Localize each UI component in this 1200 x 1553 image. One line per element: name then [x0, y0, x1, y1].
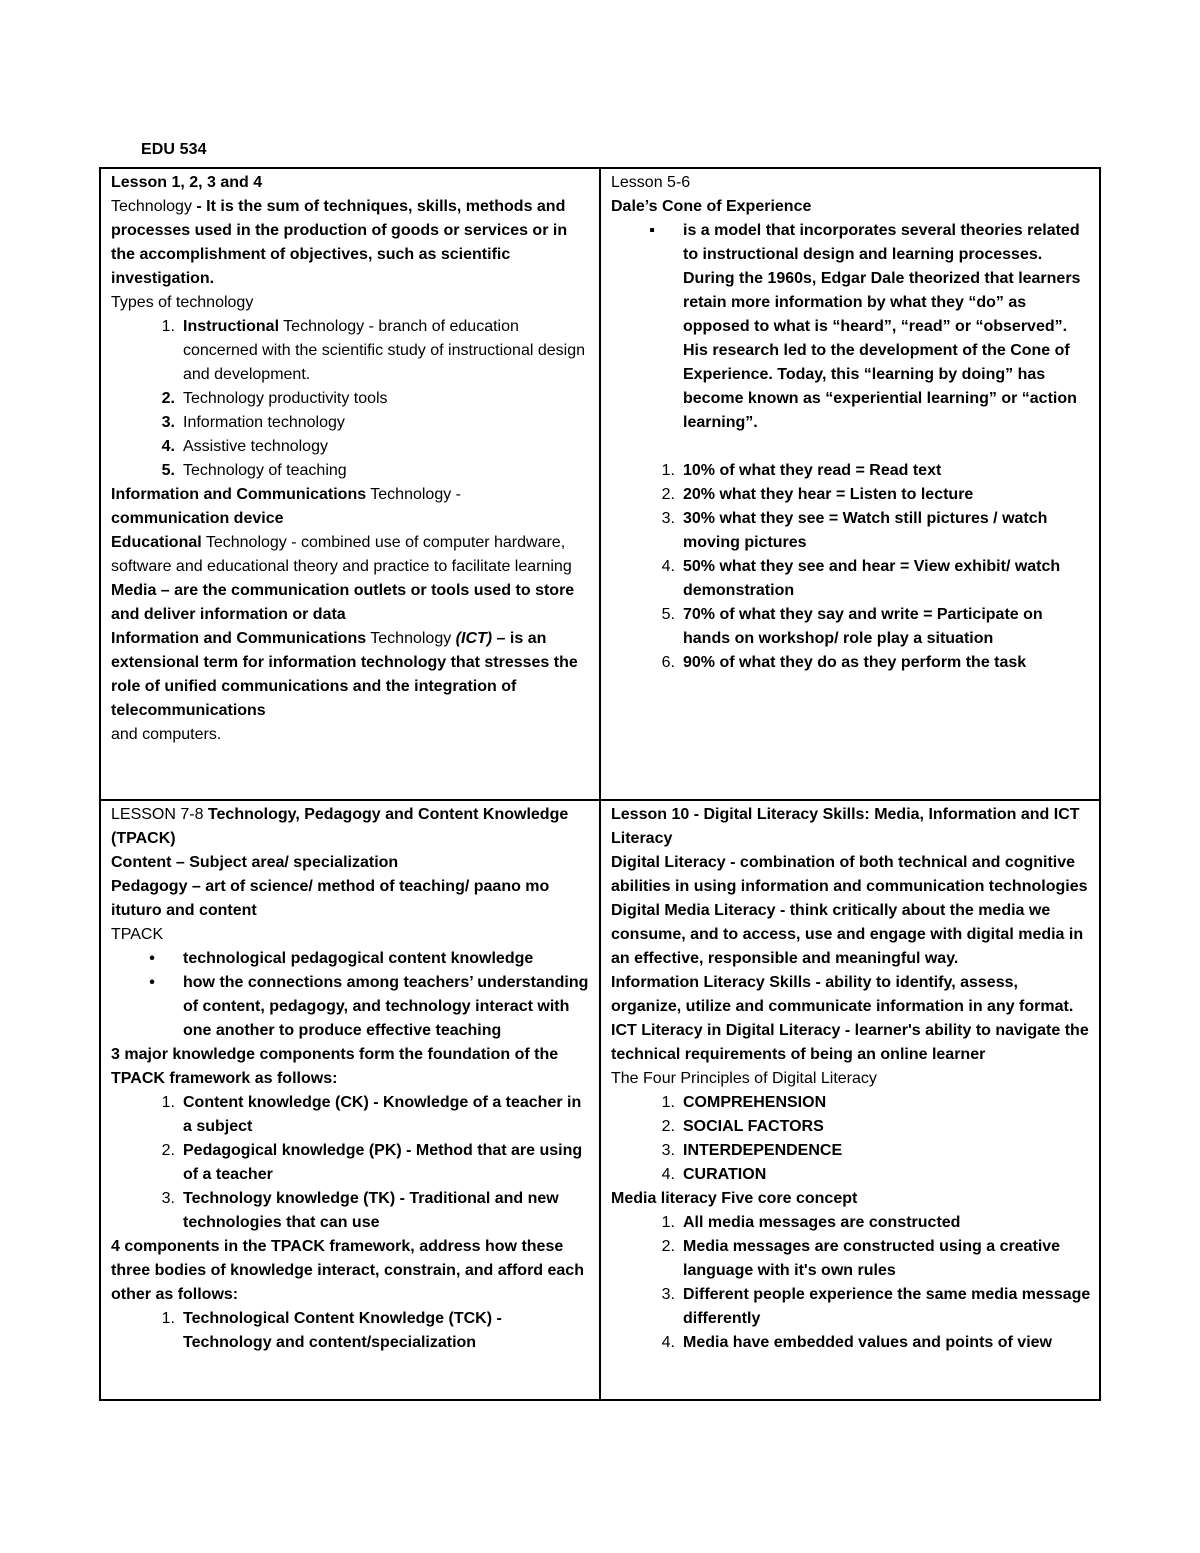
list-item: 3. Information technology [161, 414, 345, 431]
list-item: 6. 90% of what they do as they perform the task [661, 654, 1027, 671]
list-item: • how the connections among teachers’ understanding of content, pedagogy, and technology interact with one another to produce effective teaching [149, 974, 589, 1039]
media-literacy-heading: Media literacy Five core concept [611, 1190, 858, 1207]
pedagogy-definition: Pedagogy – art of science/ method of teaching/ paano mo ituturo and content [111, 878, 550, 919]
types-heading: Types of technology [111, 294, 254, 311]
list-item: 1. COMPREHENSION [661, 1094, 827, 1111]
edtech-definition: Educational Technology - combined use of computer hardware, software and educational theory and practice to facilitate learning [111, 534, 572, 575]
ict-definition: Information and Communications Technology - communication device [111, 486, 461, 527]
content-definition: Content – Subject area/ specialization [111, 854, 399, 871]
list-item: 5. Technology of teaching [161, 462, 347, 479]
cell-subheading: Dale’s Cone of Experience [611, 198, 812, 215]
list-item: 3. Different people experience the same media message differently [661, 1286, 1091, 1327]
cell-lesson-5-6 [600, 168, 1100, 800]
tpack-label: TPACK [111, 926, 164, 943]
list-item: 5. 70% of what they say and write = Participate on hands on workshop/ role play a situation [661, 606, 1043, 647]
technology-definition: Technology - It is the sum of techniques, skills, methods and processes used in the production of goods or services or in the accomplishment of objectives, such as scientific investigation. [111, 198, 568, 287]
table-row [100, 168, 1100, 800]
notes-table [99, 167, 1101, 1401]
digital-media-literacy-definition: Digital Media Literacy - think critically about the media we consume, and to access, use and engage with digital media in an effective, responsible and meaningful way. [611, 902, 1084, 967]
list-item: 1. 10% of what they read = Read text [661, 462, 942, 479]
list-item: 2. Pedagogical knowledge (PK) - Method that are using of a teacher [161, 1142, 583, 1183]
list-item: 4. 50% what they see and hear = View exhibit/ watch demonstration [661, 558, 1061, 599]
cell-heading: Lesson 5-6 [611, 174, 691, 191]
components-intro: 3 major knowledge components form the foundation of the TPACK framework as follows: [111, 1046, 559, 1087]
cell-lesson-7-8 [100, 800, 600, 1400]
table-row [100, 800, 1100, 1400]
list-item: 3. INTERDEPENDENCE [661, 1142, 843, 1159]
cell-heading: Lesson 10 - Digital Literacy Skills: Media, Information and ICT Literacy [611, 806, 1080, 847]
information-literacy-definition: Information Literacy Skills - ability to identify, assess, organize, utilize and communicate information in any format. [611, 974, 1074, 1015]
principles-list [611, 1091, 1091, 1187]
cone-bullet-list [611, 219, 1091, 435]
list-item: 1. Technological Content Knowledge (TCK) - Technology and content/specialization [161, 1310, 502, 1351]
four-components-intro: 4 components in the TPACK framework, address how these three bodies of knowledge interact, constrain, and afford each other as follows: [111, 1238, 584, 1303]
list-item: 2. 20% what they hear = Listen to lecture [661, 486, 974, 503]
media-concepts-list [611, 1211, 1091, 1355]
types-list [111, 315, 591, 483]
list-item: 4. Media have embedded values and points of view [661, 1334, 1052, 1351]
cell-lesson-1-4 [100, 168, 600, 800]
list-item: ▪ is a model that incorporates several theories related to instructional design and learning processes. During the 1960s, Edgar Dale theorized that learners retain more information by what they “do” as opposed to what is “heard”, “read” or “observed”. His research led to the development of the Cone of Experience. Today, this “learning by doing” has become known as “experiential learning” or “action learning”. [649, 222, 1081, 431]
list-item: 2. Media messages are constructed using a creative language with it's own rules [661, 1238, 1061, 1279]
tpack-bullet-list [111, 947, 591, 1043]
ict-extended-definition: Information and Communications Technology (ICT) – is an extensional term for information technology that stresses the role of unified communications and the integration of telecommunications [111, 630, 578, 719]
four-components-list [111, 1307, 591, 1355]
list-item: 2. SOCIAL FACTORS [661, 1118, 824, 1135]
ict-extended-tail: and computers. [111, 726, 222, 743]
ict-literacy-definition: ICT Literacy in Digital Literacy - learner's ability to navigate the technical requirements of being an online learner [611, 1022, 1089, 1063]
components-list [111, 1091, 591, 1235]
list-item: 1. All media messages are constructed [661, 1214, 961, 1231]
list-item: 4. CURATION [661, 1166, 767, 1183]
media-definition: Media – are the communication outlets or tools used to store and deliver information or data [111, 582, 575, 623]
digital-literacy-definition: Digital Literacy - combination of both technical and cognitive abilities in using information and communication technologies [611, 854, 1088, 895]
list-item: 3. 30% what they see = Watch still pictures / watch moving pictures [661, 510, 1048, 551]
list-item: 2. Technology productivity tools [161, 390, 388, 407]
cell-heading: LESSON 7-8 Technology, Pedagogy and Content Knowledge (TPACK) [111, 806, 569, 847]
list-item: 3. Technology knowledge (TK) - Traditional and new technologies that can use [161, 1190, 559, 1231]
cell-lesson-10 [600, 800, 1100, 1400]
cone-levels-list [611, 459, 1091, 675]
cell-heading: Lesson 1, 2, 3 and 4 [111, 174, 263, 191]
course-code: EDU 534 [141, 141, 207, 158]
list-item: 1. Instructional Technology - branch of education concerned with the scientific study of instructional design and development. [161, 318, 585, 383]
list-item: • technological pedagogical content knowledge [149, 950, 534, 967]
list-item: 1. Content knowledge (CK) - Knowledge of a teacher in a subject [161, 1094, 582, 1135]
principles-heading: The Four Principles of Digital Literacy [611, 1070, 877, 1087]
list-item: 4. Assistive technology [161, 438, 328, 455]
